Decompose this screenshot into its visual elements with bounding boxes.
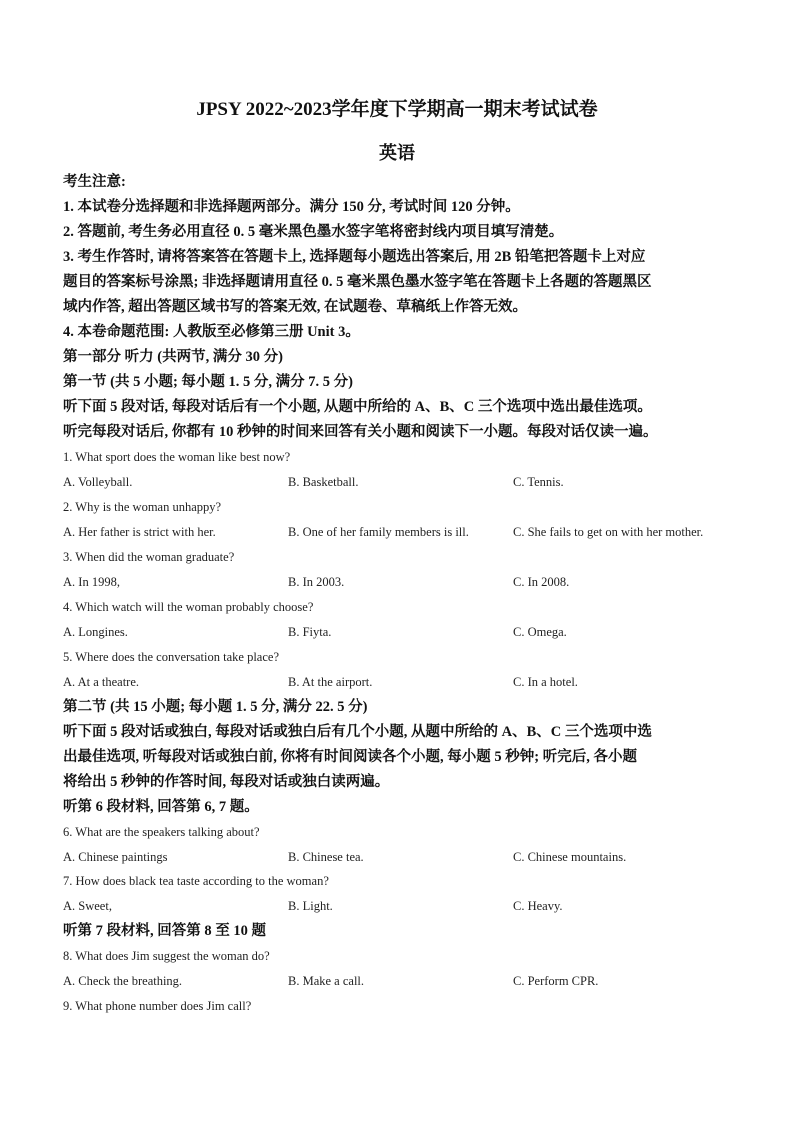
question-text: 7. How does black tea taste according to the woman? bbox=[63, 874, 329, 888]
note-line: 1. 本试卷分选择题和非选择题两部分。满分 150 分, 考试时间 120 分钟。 bbox=[63, 199, 520, 215]
section1-instruction: 听完每段对话后, 你都有 10 秒钟的时间来回答有关小题和阅读下一小题。每段对话仅读一遍。 bbox=[63, 424, 658, 440]
section2-instruction: 将给出 5 秒钟的作答时间, 每段对话或独白读两遍。 bbox=[63, 774, 390, 790]
question-text: 5. Where does the conversation take place? bbox=[63, 650, 279, 664]
question-text: 1. What sport does the woman like best now? bbox=[63, 450, 291, 464]
option-c: C. Tennis. bbox=[513, 475, 564, 489]
option-c: C. In 2008. bbox=[513, 575, 570, 589]
option-b: B. In 2003. bbox=[288, 575, 345, 589]
notes-heading: 考生注意: bbox=[63, 174, 126, 190]
option-a: A. In 1998, bbox=[63, 575, 120, 589]
note-line: 2. 答题前, 考生务必用直径 0. 5 毫米黑色墨水签字笔将密封线内项目填写清楚。 bbox=[63, 224, 564, 240]
option-row bbox=[63, 570, 743, 594]
option-c: C. She fails to get on with her mother. bbox=[513, 525, 704, 539]
option-row bbox=[63, 620, 743, 644]
option-row bbox=[63, 894, 743, 918]
material-7-heading: 听第 7 段材料, 回答第 8 至 10 题 bbox=[63, 923, 266, 939]
section1-instruction: 听下面 5 段对话, 每段对话后有一个小题, 从题中所给的 A、B、C 三个选项中选出最佳选项。 bbox=[63, 399, 652, 415]
question-text: 4. Which watch will the woman probably choose? bbox=[63, 600, 314, 614]
section2-instruction: 听下面 5 段对话或独白, 每段对话或独白后有几个小题, 从题中所给的 A、B、C 三个选项中选 bbox=[63, 724, 652, 740]
option-a: A. Volleyball. bbox=[63, 475, 133, 489]
option-a: A. Chinese paintings bbox=[63, 850, 168, 864]
exam-title: JPSY 2022~2023学年度下学期高一期末考试试卷 bbox=[196, 99, 598, 120]
option-a: A. At a theatre. bbox=[63, 675, 140, 689]
option-b: B. Basketball. bbox=[288, 475, 359, 489]
note-line: 题目的答案标号涂黑; 非选择题请用直径 0. 5 毫米黑色墨水签字笔在答题卡上各题的答题黑区 bbox=[63, 274, 652, 290]
part1-heading: 第一部分 听力 (共两节, 满分 30 分) bbox=[63, 349, 283, 365]
option-row bbox=[63, 670, 743, 694]
option-row bbox=[63, 520, 743, 544]
question-text: 9. What phone number does Jim call? bbox=[63, 999, 252, 1013]
option-row bbox=[63, 470, 743, 494]
option-b: B. Make a call. bbox=[288, 974, 365, 988]
section1-heading: 第一节 (共 5 小题; 每小题 1. 5 分, 满分 7. 5 分) bbox=[63, 374, 353, 390]
option-b: B. Chinese tea. bbox=[288, 850, 364, 864]
option-c: C. Heavy. bbox=[513, 899, 563, 913]
option-a: A. Sweet, bbox=[63, 899, 112, 913]
question-text: 6. What are the speakers talking about? bbox=[63, 825, 260, 839]
question-text: 2. Why is the woman unhappy? bbox=[63, 500, 222, 514]
note-line: 3. 考生作答时, 请将答案答在答题卡上, 选择题每小题选出答案后, 用 2B 铅笔把答题卡上对应 bbox=[63, 249, 646, 265]
material-6-heading: 听第 6 段材料, 回答第 6, 7 题。 bbox=[63, 799, 259, 815]
option-c: C. Chinese mountains. bbox=[513, 850, 627, 864]
question-text: 3. When did the woman graduate? bbox=[63, 550, 235, 564]
option-b: B. Fiyta. bbox=[288, 625, 332, 639]
option-b: B. One of her family members is ill. bbox=[288, 525, 469, 539]
option-b: B. Light. bbox=[288, 899, 333, 913]
note-line: 4. 本卷命题范围: 人教版至必修第三册 Unit 3。 bbox=[63, 324, 360, 340]
option-b: B. At the airport. bbox=[288, 675, 373, 689]
note-line: 域内作答, 超出答题区域书写的答案无效, 在试题卷、草稿纸上作答无效。 bbox=[63, 299, 527, 315]
question-text: 8. What does Jim suggest the woman do? bbox=[63, 949, 270, 963]
section2-instruction: 出最佳选项, 听每段对话或独白前, 你将有时间阅读各个小题, 每小题 5 秒钟; 听完后, 各小题 bbox=[63, 749, 637, 765]
section2-heading: 第二节 (共 15 小题; 每小题 1. 5 分, 满分 22. 5 分) bbox=[63, 699, 368, 715]
option-a: A. Longines. bbox=[63, 625, 128, 639]
option-a: A. Check the breathing. bbox=[63, 974, 183, 988]
option-a: A. Her father is strict with her. bbox=[63, 525, 216, 539]
subject-title: 英语 bbox=[379, 143, 415, 163]
option-c: C. Perform CPR. bbox=[513, 974, 599, 988]
option-c: C. In a hotel. bbox=[513, 675, 578, 689]
option-row bbox=[63, 845, 743, 869]
option-c: C. Omega. bbox=[513, 625, 567, 639]
option-row bbox=[63, 969, 743, 993]
